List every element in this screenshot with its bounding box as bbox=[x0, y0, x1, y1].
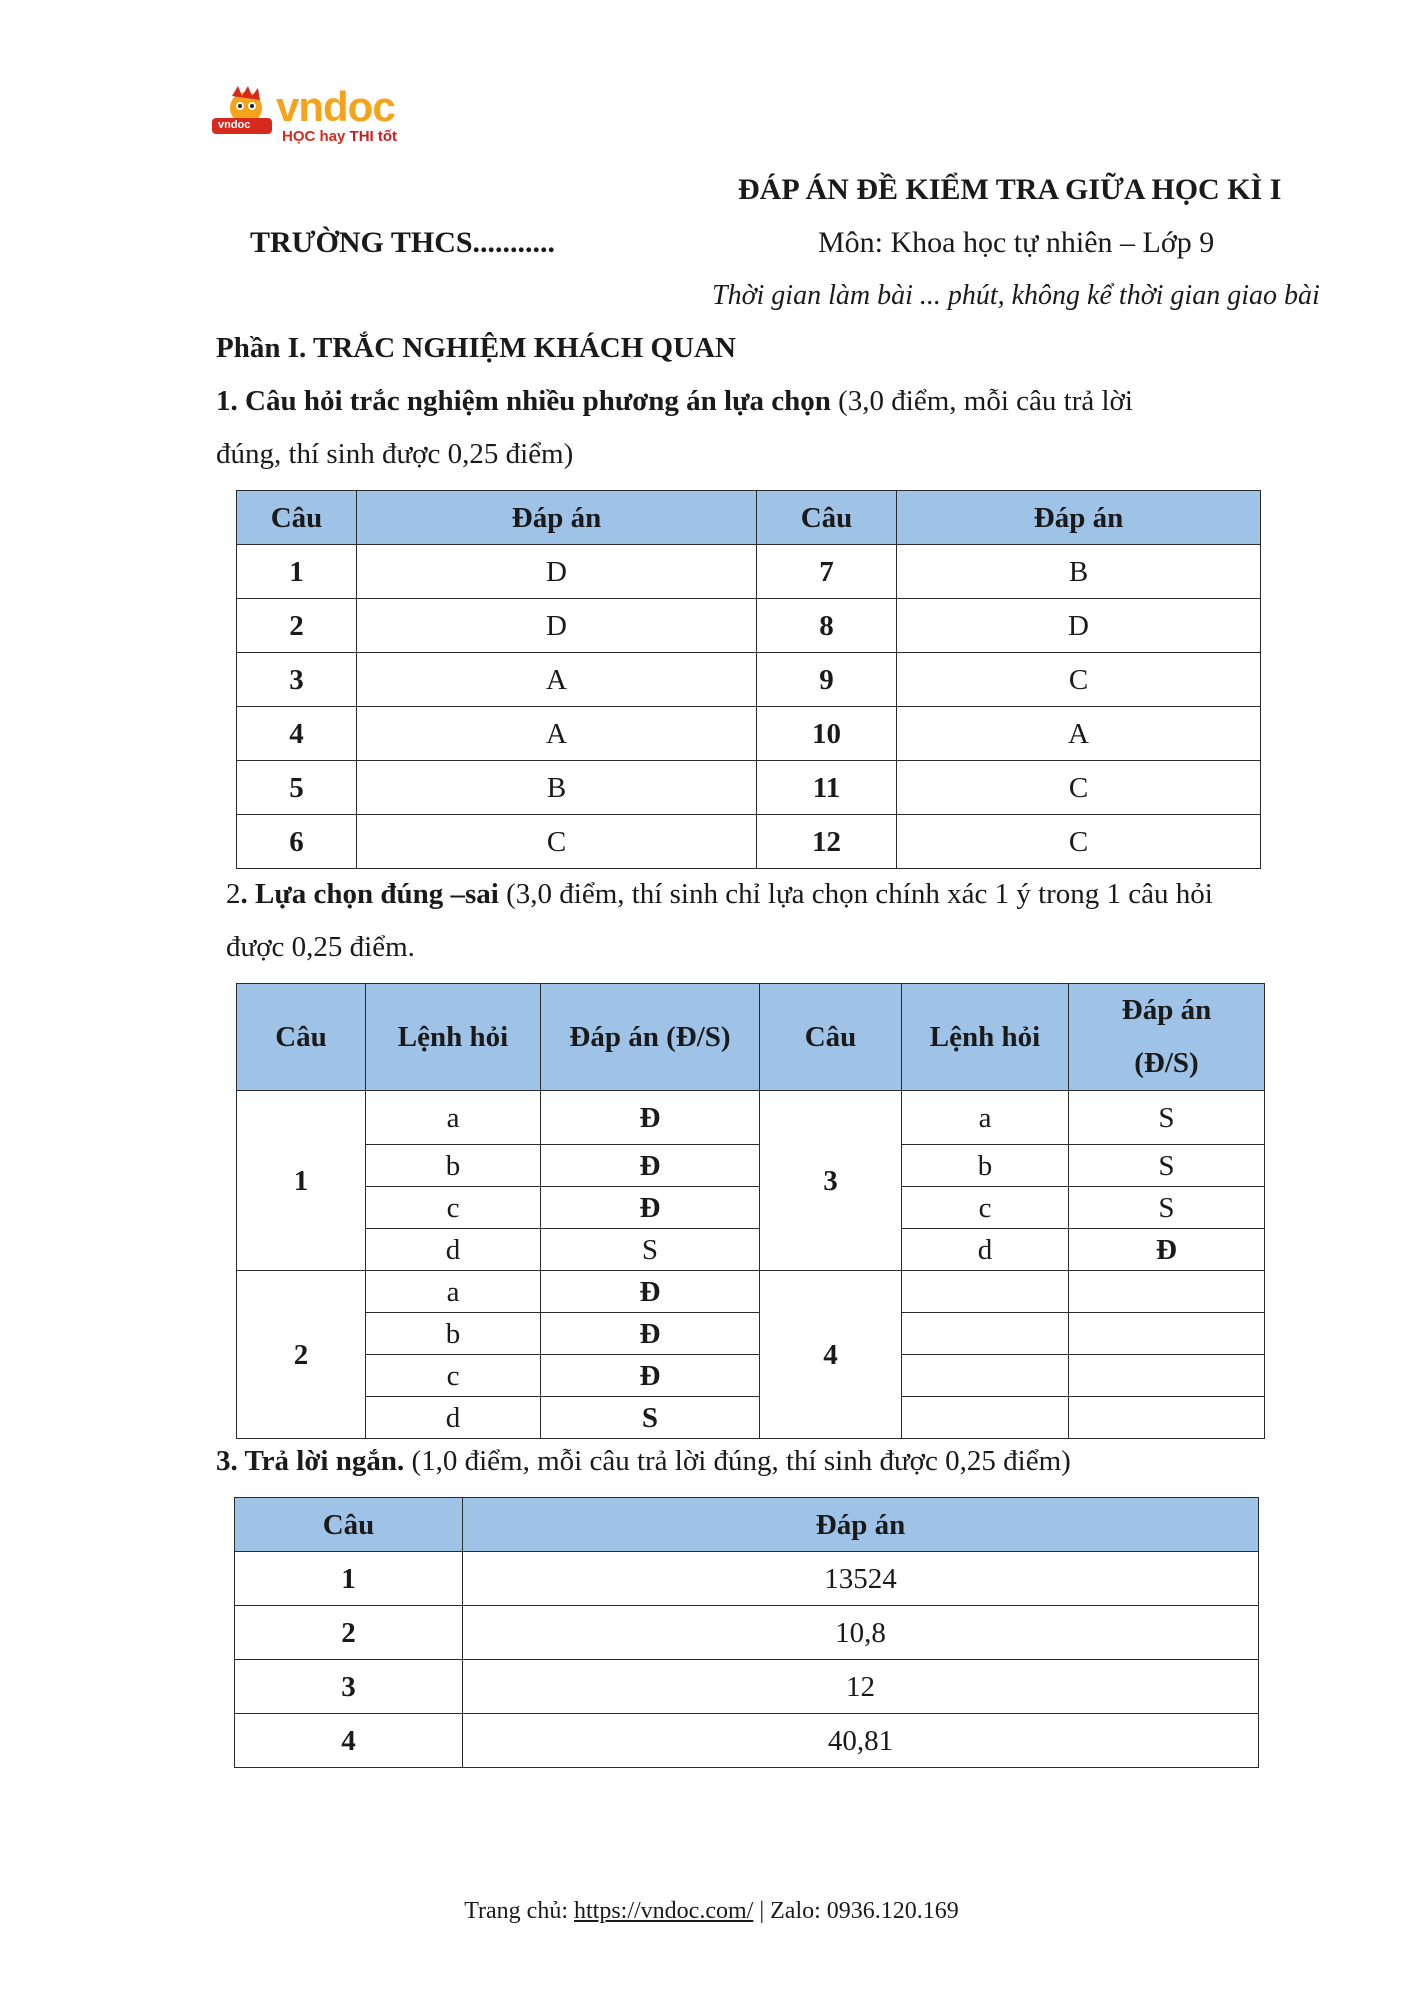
question-number: 4 bbox=[760, 1271, 902, 1439]
statement-cell: d bbox=[366, 1397, 541, 1439]
table-row bbox=[237, 815, 1261, 869]
question-number: 9 bbox=[757, 653, 897, 707]
answer-cell: S bbox=[541, 1397, 760, 1439]
section3-title: 3. Trả lời ngắn. (1,0 điểm, mỗi câu trả lời đúng, thí sinh được 0,25 điểm) bbox=[216, 1445, 1071, 1477]
section2-title: 2. Lựa chọn đúng –sai (3,0 điểm, thí sinh chỉ lựa chọn chính xác 1 ý trong 1 câu hỏi bbox=[226, 878, 1213, 910]
table-row bbox=[237, 1145, 1265, 1187]
answer-cell: C bbox=[897, 815, 1261, 869]
answer-cell: D bbox=[357, 599, 757, 653]
question-number: 3 bbox=[235, 1660, 463, 1714]
statement-cell bbox=[902, 1313, 1069, 1355]
answer-cell: D bbox=[897, 599, 1261, 653]
header-cell: Câu bbox=[757, 491, 897, 545]
statement-cell: c bbox=[902, 1187, 1069, 1229]
header-cell: Đáp án bbox=[897, 491, 1261, 545]
header-cell: Câu bbox=[237, 491, 357, 545]
answer-cell: A bbox=[357, 707, 757, 761]
table-row bbox=[237, 1091, 1265, 1145]
answer-cell: S bbox=[1069, 1091, 1265, 1145]
header-cell: Đáp án bbox=[357, 491, 757, 545]
footer-zalo: | Zalo: 0936.120.169 bbox=[753, 1898, 959, 1924]
answer-cell: Đ bbox=[541, 1187, 760, 1229]
true-false-answer-table bbox=[236, 983, 1265, 1439]
logo-mark-label: vndoc bbox=[218, 119, 251, 131]
answer-cell: 10,8 bbox=[463, 1606, 1259, 1660]
logo-wordmark: vndoc bbox=[276, 83, 395, 130]
table-header-row bbox=[237, 491, 1261, 545]
table-row bbox=[237, 1355, 1265, 1397]
table-row bbox=[237, 653, 1261, 707]
statement-cell bbox=[902, 1397, 1069, 1439]
statement-cell: d bbox=[366, 1229, 541, 1271]
header-cell: Lệnh hỏi bbox=[366, 984, 541, 1091]
question-number: 12 bbox=[757, 815, 897, 869]
school-name: TRƯỜNG THCS........... bbox=[250, 226, 556, 259]
statement-cell: a bbox=[366, 1091, 541, 1145]
question-number: 10 bbox=[757, 707, 897, 761]
part1-title: Phần I. TRẮC NGHIỆM KHÁCH QUAN bbox=[216, 332, 736, 364]
statement-cell: a bbox=[366, 1271, 541, 1313]
question-number: 2 bbox=[237, 599, 357, 653]
question-number: 2 bbox=[235, 1606, 463, 1660]
answer-cell: 40,81 bbox=[463, 1714, 1259, 1768]
answer-cell: C bbox=[897, 653, 1261, 707]
answer-cell bbox=[1069, 1397, 1265, 1439]
question-number: 1 bbox=[237, 545, 357, 599]
answer-cell: A bbox=[357, 653, 757, 707]
header-cell: Đáp án bbox=[463, 1498, 1259, 1552]
header-cell: Lệnh hỏi bbox=[902, 984, 1069, 1091]
question-number: 6 bbox=[237, 815, 357, 869]
homepage-link[interactable]: https://vndoc.com/ bbox=[574, 1898, 754, 1924]
table-row bbox=[237, 1229, 1265, 1271]
question-number: 8 bbox=[757, 599, 897, 653]
section2-title-line2: được 0,25 điểm. bbox=[226, 931, 415, 963]
answer-cell: C bbox=[357, 815, 757, 869]
statement-cell bbox=[902, 1271, 1069, 1313]
answer-cell: Đ bbox=[541, 1145, 760, 1187]
statement-cell: c bbox=[366, 1355, 541, 1397]
answer-cell: B bbox=[357, 761, 757, 815]
question-number: 5 bbox=[237, 761, 357, 815]
answer-cell: Đ bbox=[1069, 1229, 1265, 1271]
answer-cell: Đ bbox=[541, 1355, 760, 1397]
answer-cell: Đ bbox=[541, 1271, 760, 1313]
answer-cell: B bbox=[897, 545, 1261, 599]
question-number: 1 bbox=[237, 1091, 366, 1271]
answer-cell: D bbox=[357, 545, 757, 599]
table-header-row bbox=[235, 1498, 1259, 1552]
table-row bbox=[237, 1313, 1265, 1355]
section1-title-line2: đúng, thí sinh được 0,25 điểm) bbox=[216, 438, 574, 470]
table-row bbox=[237, 599, 1261, 653]
statement-cell: b bbox=[366, 1313, 541, 1355]
question-number: 1 bbox=[235, 1552, 463, 1606]
question-number: 3 bbox=[237, 653, 357, 707]
answer-cell bbox=[1069, 1313, 1265, 1355]
answer-cell: 12 bbox=[463, 1660, 1259, 1714]
header-cell: Đáp án (Đ/S) bbox=[541, 984, 760, 1091]
statement-cell: d bbox=[902, 1229, 1069, 1271]
answer-cell: 13524 bbox=[463, 1552, 1259, 1606]
table-row bbox=[237, 1271, 1265, 1313]
subject-line: Môn: Khoa học tự nhiên – Lớp 9 bbox=[818, 226, 1215, 259]
answer-cell: A bbox=[897, 707, 1261, 761]
table-row bbox=[237, 545, 1261, 599]
header-cell: Đáp án (Đ/S) bbox=[1069, 984, 1265, 1091]
statement-cell: a bbox=[902, 1091, 1069, 1145]
answer-cell: S bbox=[1069, 1187, 1265, 1229]
answer-cell bbox=[1069, 1271, 1265, 1313]
time-note: Thời gian làm bài ... phút, không kể thời gian giao bài bbox=[712, 280, 1320, 311]
question-number: 4 bbox=[235, 1714, 463, 1768]
answer-cell: S bbox=[541, 1229, 760, 1271]
table-header-row bbox=[237, 984, 1265, 1091]
header-cell: Câu bbox=[760, 984, 902, 1091]
answer-cell bbox=[1069, 1355, 1265, 1397]
statement-cell: b bbox=[902, 1145, 1069, 1187]
question-number: 4 bbox=[237, 707, 357, 761]
header-cell: Câu bbox=[235, 1498, 463, 1552]
answer-cell: S bbox=[1069, 1145, 1265, 1187]
statement-cell: b bbox=[366, 1145, 541, 1187]
question-number: 7 bbox=[757, 545, 897, 599]
question-number: 11 bbox=[757, 761, 897, 815]
table-row bbox=[237, 1397, 1265, 1439]
table-row bbox=[237, 761, 1261, 815]
answer-cell: Đ bbox=[541, 1091, 760, 1145]
short-answer-table bbox=[234, 1497, 1259, 1768]
table-row bbox=[235, 1660, 1259, 1714]
table-row bbox=[235, 1606, 1259, 1660]
table-row bbox=[237, 707, 1261, 761]
statement-cell: c bbox=[366, 1187, 541, 1229]
vndoc-logo bbox=[212, 82, 432, 152]
table-row bbox=[235, 1714, 1259, 1768]
table-row bbox=[237, 1187, 1265, 1229]
question-number: 3 bbox=[760, 1091, 902, 1271]
question-number: 2 bbox=[237, 1271, 366, 1439]
answer-cell: Đ bbox=[541, 1313, 760, 1355]
table-row bbox=[235, 1552, 1259, 1606]
answer-cell: C bbox=[897, 761, 1261, 815]
section1-title: 1. Câu hỏi trắc nghiệm nhiều phương án lựa chọn (3,0 điểm, mỗi câu trả lời bbox=[216, 385, 1133, 417]
mascot-icon bbox=[212, 86, 276, 142]
mcq-answer-table bbox=[236, 490, 1261, 869]
header-cell: Câu bbox=[237, 984, 366, 1091]
footer-home-label: Trang chủ: bbox=[464, 1898, 574, 1924]
logo-tagline: HỌC hay THI tốt bbox=[282, 128, 398, 145]
page-footer bbox=[0, 1898, 1423, 1925]
page-title: ĐÁP ÁN ĐỀ KIỂM TRA GIỮA HỌC KÌ I bbox=[738, 173, 1282, 206]
statement-cell bbox=[902, 1355, 1069, 1397]
